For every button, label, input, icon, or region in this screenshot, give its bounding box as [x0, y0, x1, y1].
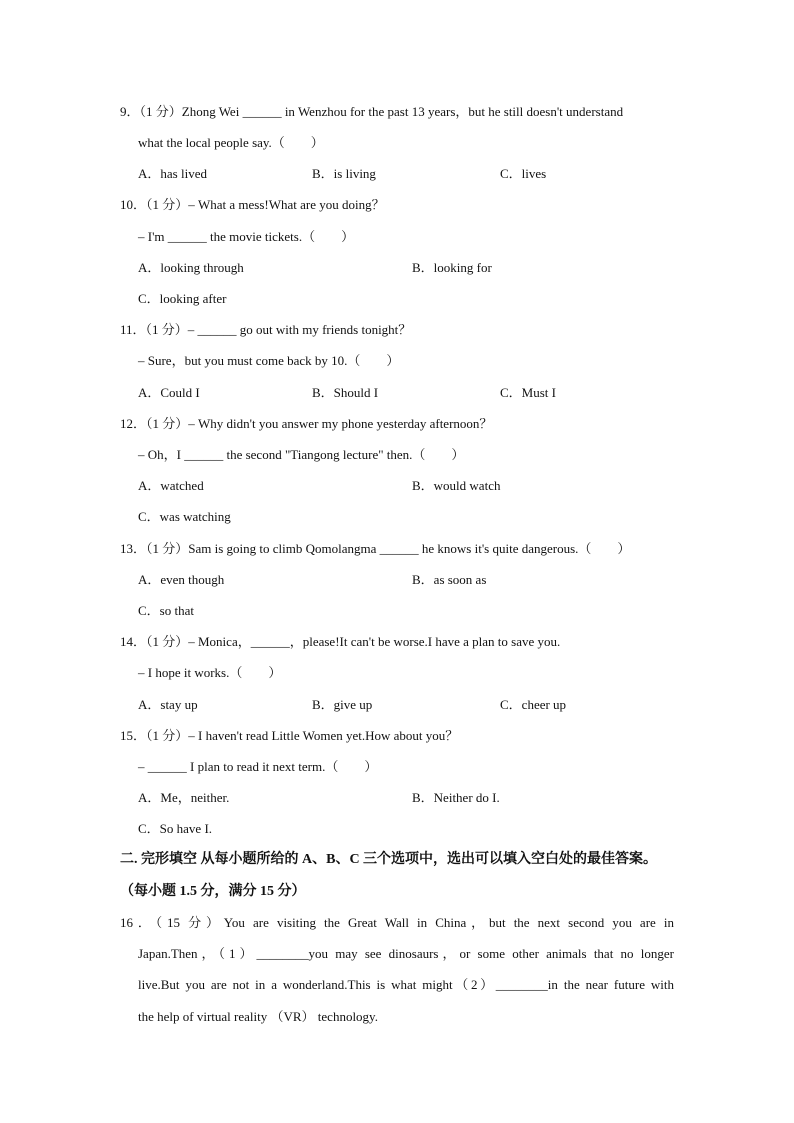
- question-15-option-c: C．So have I.: [138, 821, 213, 836]
- question-13-option-a: A．even though: [138, 572, 225, 587]
- question-10-option-b: B．looking for: [412, 260, 492, 275]
- question-14-option-a: A．stay up: [138, 697, 198, 712]
- question-10-stem: 10．（1 分）– What a mess!What are you doing？: [120, 197, 385, 212]
- question-10-stem-continued: – I'm ______ the movie tickets.（ ）: [138, 229, 355, 244]
- question-14-option-b: B．give up: [312, 697, 373, 712]
- section-note: （每小题 1.5 分，满分 15 分）: [120, 884, 306, 899]
- question-15-option-b: B．Neither do I.: [412, 790, 500, 805]
- question-11-option-c: C．Must I: [500, 385, 556, 400]
- question-12-stem: 12．（1 分）– Why didn't you answer my phone yesterday afternoon？: [120, 416, 493, 431]
- question-13-option-b: B．as soon as: [412, 572, 487, 587]
- question-15-stem: 15．（1 分）– I haven't read Little Women yet.How about you？: [120, 728, 459, 743]
- question-9-stem-continued: what the local people say.（ ）: [138, 135, 324, 150]
- question-9-option-b: B．is living: [312, 166, 376, 181]
- question-11-option-a: A．Could I: [138, 385, 200, 400]
- question-11-stem: 11．（1 分）– ______ go out with my friends tonight？: [120, 322, 412, 337]
- question-12-option-c: C．was watching: [138, 509, 231, 524]
- question-9-option-c: C．lives: [500, 166, 547, 181]
- question-14-option-c: C．cheer up: [500, 697, 567, 712]
- question-16-line-1: 16．（15 分）You are visiting the Great Wall in China，but the next second you are in: [120, 915, 674, 930]
- section-heading: 二. 完形填空 从每小题所给的 A、B、C 三个选项中，选出可以填入空白处的最佳答案。: [120, 852, 658, 867]
- question-11-option-b: B．Should I: [312, 385, 379, 400]
- question-10-option-a: A．looking through: [138, 260, 244, 275]
- question-10-option-c: C．looking after: [138, 291, 227, 306]
- question-12-option-a: A．watched: [138, 478, 204, 493]
- question-16-line-3: live.But you are not in a wonderland.This is what might（2）________in the near future with: [138, 977, 674, 992]
- question-11-stem-continued: – Sure，but you must come back by 10.（ ）: [138, 353, 400, 368]
- question-12-option-b: B．would watch: [412, 478, 501, 493]
- question-9-option-a: A．has lived: [138, 166, 207, 181]
- question-15-stem-continued: – ______ I plan to read it next term.（ ）: [138, 759, 378, 774]
- question-16-line-4: the help of virtual reality （VR） technology.: [138, 1009, 378, 1024]
- question-12-stem-continued: – Oh，I ______ the second "Tiangong lecture" then.（ ）: [138, 447, 465, 462]
- question-16-line-2: Japan.Then，（1）________you may see dinosaurs，or some other animals that no longer: [138, 946, 674, 961]
- question-13-stem: 13．（1 分）Sam is going to climb Qomolangma ______ he knows it's quite dangerous.（ ）: [120, 541, 631, 556]
- question-9-stem: 9．（1 分）Zhong Wei ______ in Wenzhou for the past 13 years，but he still doesn't understand: [120, 104, 624, 119]
- question-14-stem-continued: – I hope it works.（ ）: [138, 665, 282, 680]
- question-15-option-a: A．Me，neither.: [138, 790, 230, 805]
- question-14-stem: 14．（1 分）– Monica，______，please!It can't be worse.I have a plan to save you.: [120, 634, 561, 649]
- question-13-option-c: C．so that: [138, 603, 194, 618]
